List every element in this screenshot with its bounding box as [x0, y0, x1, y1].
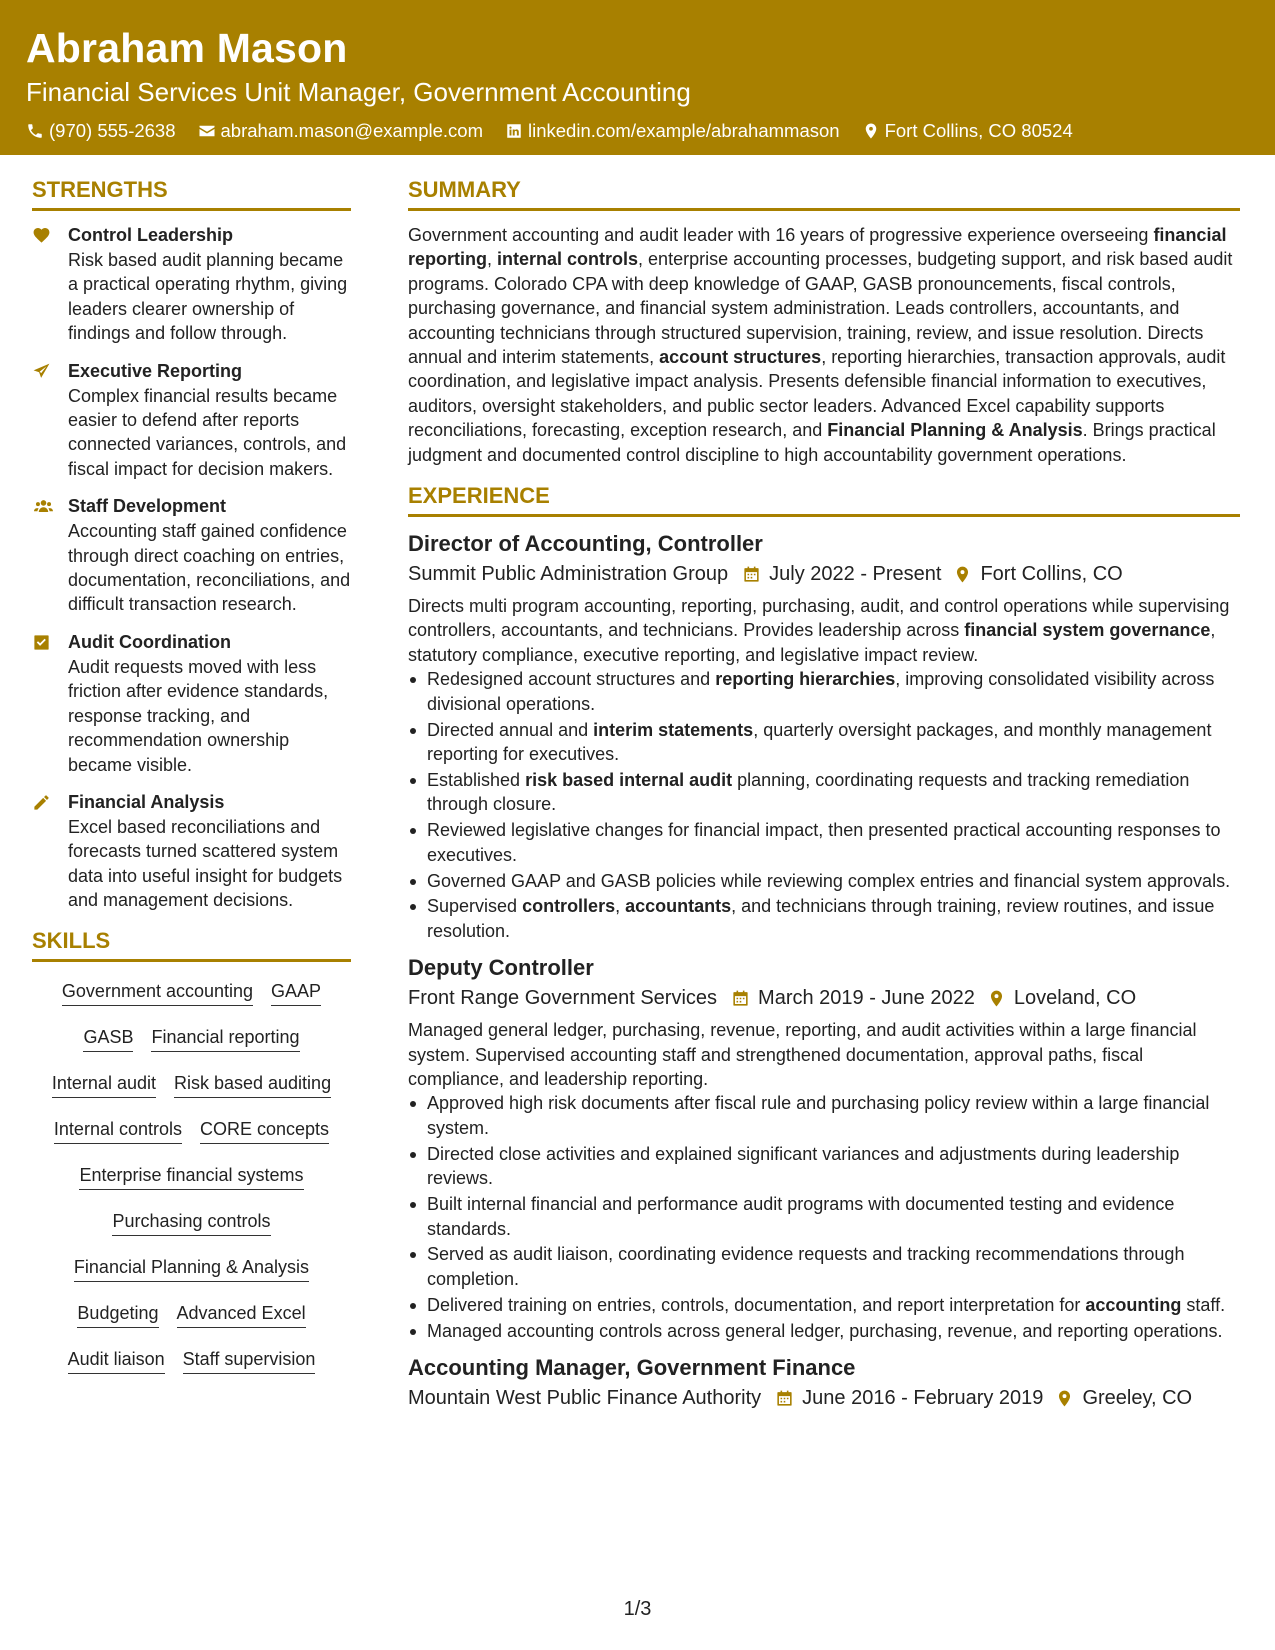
job-company: Summit Public Administration Group: [408, 563, 729, 586]
job-bullets: [408, 667, 1240, 943]
bullet-item: [408, 1319, 1240, 1343]
bullet-item: [408, 768, 1240, 817]
text-segment: Government accounting and audit leader with 16 years of progressive experience overseeing: [408, 225, 1154, 245]
skill-tag: Internal controls: [54, 1117, 182, 1144]
map-pin-icon: [987, 989, 1006, 1008]
text-segment: . Brings practical judgment and documented control discipline to high accountability government operations.: [408, 420, 1216, 465]
candidate-name: Abraham Mason: [26, 25, 348, 71]
bold-keyword: financial reporting: [408, 225, 1227, 270]
job-description: [408, 1018, 1240, 1091]
strength-item: [32, 359, 351, 482]
text-segment: Governed GAAP and GASB policies while reviewing complex entries and financial system approvals.: [427, 870, 1231, 891]
bold-keyword: interim statements: [593, 719, 754, 740]
strength-desc: Accounting staff gained confidence through direct coaching on entries, documentation, reconciliations, and difficult transaction research.: [68, 521, 351, 615]
skill-tag: CORE concepts: [200, 1117, 329, 1144]
left-column: [32, 175, 351, 1393]
job-company: Front Range Government Services: [408, 987, 718, 1010]
strength-item: [32, 223, 351, 346]
experience-heading: EXPERIENCE: [408, 481, 1240, 517]
strength-item: [32, 494, 351, 617]
strength-desc: Complex financial results became easier to defend after reports connected variances, controls, and fiscal impact for decision makers.: [68, 385, 347, 479]
bold-keyword: account structures: [659, 347, 822, 368]
checkbox-icon: [32, 633, 51, 652]
strength-desc: Risk based audit planning became a practical operating rhythm, giving leaders clearer ownership of findings and follow through.: [68, 250, 348, 344]
job-location: Loveland, CO: [1013, 987, 1137, 1010]
text-segment: Managed general ledger, purchasing, revenue, reporting, and audit activities within a large financial system. Supervised accounting staff and strengthened documentation, approval paths, fiscal compliance, and leadership reporting.: [408, 1020, 1197, 1090]
strength-name: Audit Coordination: [68, 631, 231, 652]
contact-location: [862, 120, 1073, 142]
resume-header: [0, 0, 1275, 155]
strength-item: [32, 630, 351, 777]
text-segment: planning, coordinating requests and tracking remediation through closure.: [427, 769, 1190, 815]
job-meta: [408, 560, 1240, 588]
summary-text: [408, 223, 1240, 467]
map-pin-icon: [1055, 1389, 1074, 1408]
text-segment: , statutory compliance, executive reporting, and legislative impact review.: [408, 620, 1216, 665]
calendar-icon: [775, 1389, 794, 1408]
skills-heading: SKILLS: [32, 926, 351, 962]
envelope-icon: [198, 122, 216, 140]
skill-tag: GASB: [83, 1025, 133, 1052]
bold-keyword: Financial Planning & Analysis: [827, 420, 1083, 441]
text-segment: ,: [615, 896, 626, 917]
job-meta: [408, 984, 1240, 1012]
job-entry: [408, 529, 1240, 943]
skill-tag: Advanced Excel: [177, 1301, 306, 1328]
job-entry: [408, 953, 1240, 1343]
strength-item: [32, 790, 351, 913]
job-description: [408, 594, 1240, 667]
strength-desc: Audit requests moved with less friction after evidence standards, response tracking, and recommendation ownership became visible.: [68, 656, 329, 775]
skill-tag: Financial Planning & Analysis: [74, 1255, 309, 1282]
job-location: Fort Collins, CO: [980, 563, 1123, 586]
users-icon: [32, 497, 55, 516]
calendar-icon: [742, 565, 761, 584]
bullet-item: [408, 1192, 1240, 1241]
job-company: Mountain West Public Finance Authority: [408, 1387, 762, 1410]
calendar-icon: [731, 989, 750, 1008]
bullet-item: [408, 1091, 1240, 1140]
skill-tag: Enterprise financial systems: [79, 1163, 303, 1190]
bold-keyword: financial system governance: [964, 620, 1211, 641]
text-segment: Directed close activities and explained significant variances and adjustments during leadership reviews.: [427, 1143, 1180, 1189]
linkedin-text: linkedin.com/example/abrahammason: [528, 120, 840, 141]
linkedin-icon: [505, 122, 523, 140]
skill-tag: Purchasing controls: [112, 1209, 270, 1236]
text-segment: , quarterly oversight packages, and monthly management reporting for executives.: [427, 719, 1212, 764]
text-segment: Established: [427, 769, 526, 790]
job-meta: [408, 1384, 1240, 1412]
page-number: 1/3: [623, 1598, 652, 1620]
email-text: abraham.mason@example.com: [220, 120, 483, 141]
job-dates: June 2016 - February 2019: [802, 1387, 1044, 1410]
bold-keyword: controllers: [522, 896, 616, 917]
phone-text: (970) 555-2638: [49, 120, 176, 141]
bullet-item: [408, 718, 1240, 767]
bold-keyword: accounting: [1085, 1294, 1182, 1315]
contact-email[interactable]: [198, 120, 483, 142]
text-segment: Managed accounting controls across general ledger, purchasing, revenue, and reporting operations.: [427, 1320, 1223, 1341]
text-segment: Reviewed legislative changes for financial impact, then presented practical accounting responses to executives.: [427, 820, 1221, 865]
phone-icon: [26, 122, 44, 140]
right-column: [408, 175, 1240, 1422]
skill-tag: Audit liaison: [68, 1347, 165, 1374]
job-bullets: [408, 1091, 1240, 1343]
text-segment: , reporting hierarchies, transaction approvals, audit coordination, and legislative impact analysis. Presents defensible financial information to executives, auditors, oversight stakeholders, and public sector leaders. Advanced Excel capability supports reconciliations, forecasting, exception research, and: [408, 347, 1226, 441]
skill-tag: Risk based auditing: [174, 1071, 331, 1098]
heart-icon: [32, 226, 51, 245]
skill-tag: Internal audit: [52, 1071, 156, 1098]
strength-desc: Excel based reconciliations and forecasts turned scattered system data into useful insight for budgets and management decisions.: [68, 816, 343, 911]
text-segment: Directs multi program accounting, reporting, purchasing, audit, and control operations while supervising controllers, accountants, and technicians. Provides leadership across: [408, 596, 1230, 641]
map-pin-icon: [953, 565, 972, 584]
strength-name: Control Leadership: [68, 225, 234, 245]
bullet-item: [408, 1242, 1240, 1291]
paper-plane-icon: [32, 362, 51, 381]
job-entry: [408, 1353, 1240, 1412]
candidate-title: Financial Services Unit Manager, Government Accounting: [26, 77, 691, 107]
bold-keyword: internal controls: [497, 249, 639, 270]
text-segment: ,: [487, 249, 498, 270]
bold-keyword: reporting hierarchies: [715, 669, 896, 690]
skill-tag: Financial reporting: [151, 1025, 299, 1052]
contact-linkedin[interactable]: [505, 120, 840, 142]
bullet-item: [408, 1293, 1240, 1317]
contact-phone[interactable]: [26, 120, 176, 142]
job-dates: March 2019 - June 2022: [758, 987, 975, 1010]
bullet-item: [408, 869, 1240, 893]
bullet-item: [408, 894, 1240, 943]
text-segment: staff.: [1181, 1294, 1226, 1315]
strength-name: Staff Development: [68, 496, 227, 517]
skill-tag: Government accounting: [62, 979, 253, 1006]
text-segment: Served as audit liaison, coordinating evidence requests and tracking recommendations through completion.: [427, 1244, 1185, 1289]
text-segment: Approved high risk documents after fiscal rule and purchasing policy review within a large financial system.: [427, 1093, 1210, 1138]
text-segment: Delivered training on entries, controls, documentation, and report interpretation for: [427, 1294, 1086, 1315]
map-pin-icon: [862, 122, 880, 140]
strengths-heading: STRENGTHS: [32, 175, 351, 211]
text-segment: , enterprise accounting processes, budgeting support, and risk based audit programs. Colorado CPA with deep knowledge of GAAP, GASB pronouncements, fiscal controls, purchasing governance, and financial system administration. Leads controllers, accountants, and accounting technicians through structured supervision, training, review, and issue resolution. Directs annual and interim statements,: [408, 249, 1233, 368]
strength-name: Financial Analysis: [68, 791, 225, 812]
skills-list: [32, 974, 351, 1393]
summary-heading: SUMMARY: [408, 175, 1240, 211]
bold-keyword: accountants: [625, 896, 732, 917]
bullet-item: [408, 818, 1240, 867]
text-segment: Directed annual and: [427, 719, 594, 740]
job-title: Accounting Manager, Government Finance: [408, 1355, 856, 1381]
text-segment: , and technicians through training, review routines, and issue resolution.: [427, 896, 1215, 941]
strength-name: Executive Reporting: [68, 360, 243, 381]
job-location: Greeley, CO: [1082, 1387, 1193, 1410]
text-segment: Built internal financial and performance audit programs with documented testing and evidence standards.: [427, 1194, 1175, 1239]
bullet-item: [408, 1142, 1240, 1191]
bold-keyword: risk based internal audit: [525, 769, 733, 790]
skill-tag: GAAP: [271, 979, 321, 1006]
text-segment: , improving consolidated visibility across divisional operations.: [427, 669, 1215, 714]
skill-tag: Budgeting: [77, 1301, 158, 1328]
text-segment: Supervised: [427, 896, 523, 917]
job-title: Deputy Controller: [408, 955, 594, 981]
job-dates: July 2022 - Present: [769, 563, 942, 586]
bullet-item: [408, 667, 1240, 716]
text-segment: Redesigned account structures and: [427, 669, 716, 690]
job-title: Director of Accounting, Controller: [408, 531, 763, 557]
contact-bar: [26, 120, 1249, 142]
experience-list: [408, 529, 1240, 1412]
pencil-icon: [32, 793, 51, 812]
location-text: Fort Collins, CO 80524: [884, 120, 1073, 141]
skill-tag: Staff supervision: [183, 1347, 316, 1374]
